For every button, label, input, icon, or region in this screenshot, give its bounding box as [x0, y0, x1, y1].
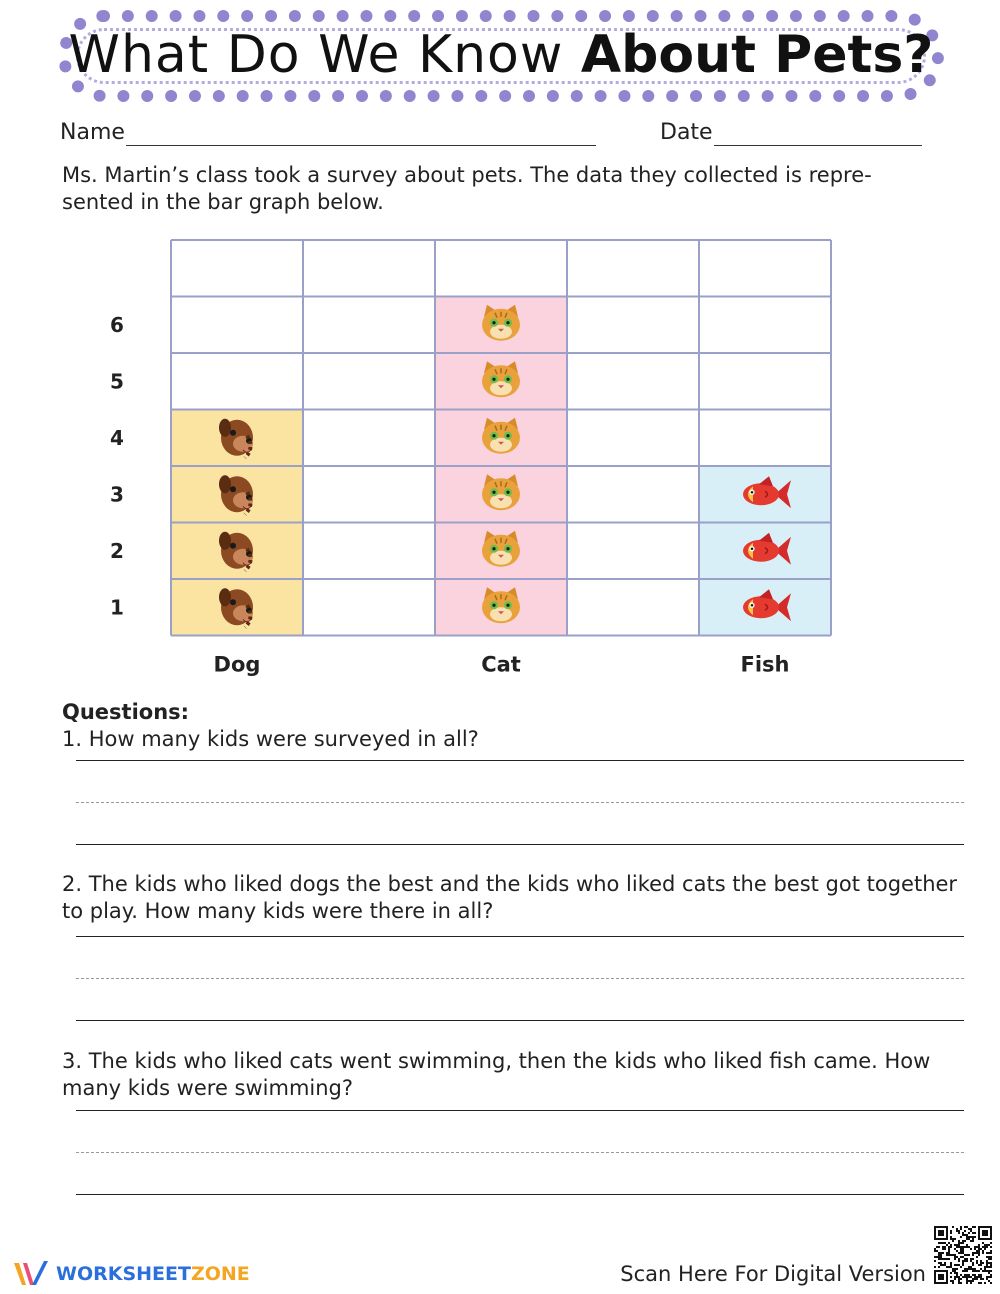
y-tick-label: 5 — [110, 369, 124, 394]
logo-icon — [12, 1259, 50, 1289]
worksheet-zone-logo — [12, 1258, 250, 1290]
cat-icon — [482, 361, 520, 397]
answer-2-line-mid[interactable] — [76, 978, 964, 979]
y-tick-label: 6 — [110, 312, 124, 337]
x-category-label: Fish — [740, 652, 790, 677]
answer-3-line-mid[interactable] — [76, 1152, 964, 1153]
x-category-label: Cat — [481, 652, 521, 677]
answer-1-line-top[interactable] — [76, 760, 964, 761]
scan-text: Scan Here For Digital Version — [620, 1262, 926, 1286]
question-2: 2. The kids who liked dogs the best and the kids who liked cats the best got together to play. How many kids were there in all? — [62, 872, 958, 923]
name-label: Name — [60, 120, 125, 145]
page-title — [58, 20, 944, 90]
question-3: 3. The kids who liked cats went swimming, then the kids who liked fish came. How many kids were swimming? — [62, 1049, 931, 1100]
cat-icon — [482, 531, 520, 567]
question-1: 1. How many kids were surveyed in all? — [62, 727, 479, 751]
answer-2-line-top[interactable] — [76, 936, 964, 937]
y-tick-label: 3 — [110, 482, 124, 507]
title-bold: About Pets? — [580, 25, 934, 85]
cat-icon — [482, 305, 520, 341]
answer-3-line-bottom[interactable] — [76, 1194, 964, 1195]
answer-2-line-bottom[interactable] — [76, 1020, 964, 1021]
x-category-label: Dog — [213, 652, 261, 677]
title-light: What Do We Know — [68, 25, 581, 85]
name-field[interactable] — [126, 145, 596, 146]
date-field[interactable] — [714, 145, 922, 146]
answer-3-line-top[interactable] — [76, 1110, 964, 1111]
answer-1-line-mid[interactable] — [76, 802, 964, 803]
questions-heading: Questions: — [62, 700, 190, 724]
cat-icon — [482, 474, 520, 510]
logo-text-zone: ZONE — [190, 1263, 250, 1285]
intro-text: Ms. Martin’s class took a survey about pets. The data they collected is repre-sented in the bar graph below. — [62, 163, 872, 214]
cat-icon — [482, 418, 520, 454]
cat-icon — [482, 587, 520, 623]
date-label: Date — [660, 120, 713, 145]
answer-1-line-bottom[interactable] — [76, 844, 964, 845]
y-tick-label: 1 — [110, 595, 124, 620]
pet-bar-graph — [0, 230, 1000, 690]
logo-text-worksheet: WORKSHEET — [56, 1263, 191, 1285]
y-tick-label: 4 — [110, 425, 124, 450]
qr-code-icon[interactable] — [934, 1226, 992, 1284]
y-tick-label: 2 — [110, 538, 124, 563]
